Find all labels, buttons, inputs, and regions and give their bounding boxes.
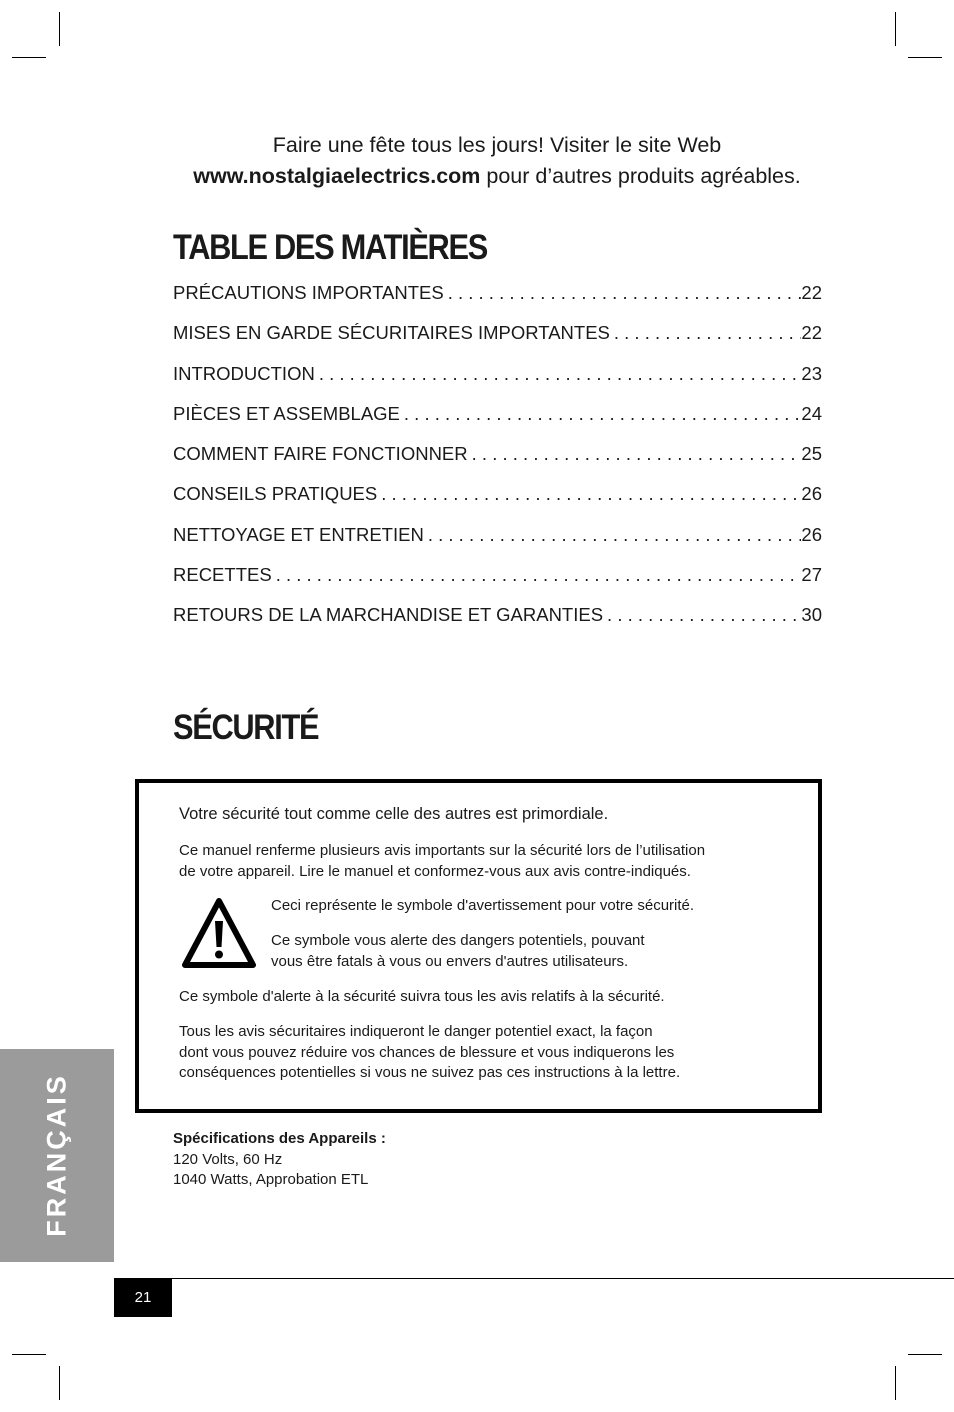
toc-entry-title: MISES EN GARDE SÉCURITAIRES IMPORTANTES bbox=[173, 322, 610, 344]
toc-entry[interactable] bbox=[173, 524, 822, 564]
page-number: 21 bbox=[114, 1278, 172, 1317]
symbol-description-2 bbox=[271, 931, 645, 972]
toc-entry-title: RECETTES bbox=[173, 564, 272, 586]
crop-mark bbox=[895, 12, 896, 46]
text-line: Ce symbole vous alerte des dangers potentiels, pouvant bbox=[271, 932, 645, 949]
toc-entry-title: NETTOYAGE ET ENTRETIEN bbox=[173, 523, 424, 545]
toc-leader-dots bbox=[272, 564, 802, 586]
safety-paragraph-3 bbox=[179, 1022, 680, 1084]
crop-mark bbox=[12, 1354, 46, 1355]
crop-mark bbox=[908, 1354, 942, 1355]
toc-entry-title: INTRODUCTION bbox=[173, 362, 315, 384]
safety-notice-box bbox=[135, 779, 822, 1113]
website-link[interactable]: www.nostalgiaelectrics.com bbox=[193, 164, 481, 188]
language-tab bbox=[0, 1049, 114, 1262]
text-line: vous être fatals à vous ou envers d'autres utilisateurs. bbox=[271, 952, 629, 970]
toc-entry-title: COMMENT FAIRE FONCTIONNER bbox=[173, 443, 468, 465]
intro-line-1: Faire une fête tous les jours! Visiter le site Web bbox=[272, 133, 722, 157]
toc-leader-dots bbox=[444, 282, 802, 304]
toc-entry-title: RETOURS DE LA MARCHANDISE ET GARANTIES bbox=[173, 604, 604, 626]
text-line: de votre appareil. Lire le manuel et conformez-vous aux avis contre-indiqués. bbox=[179, 862, 691, 880]
toc-entry-page: 22 bbox=[801, 322, 822, 344]
toc-entry-page: 27 bbox=[801, 564, 822, 586]
toc-leader-dots bbox=[468, 443, 802, 465]
toc-leader-dots bbox=[424, 524, 802, 546]
specs-title: Spécifications des Appareils : bbox=[173, 1130, 386, 1147]
text-line: conséquences potentielles si vous ne suivez pas ces instructions à la lettre. bbox=[179, 1064, 681, 1081]
text-line: Ce manuel renferme plusieurs avis importants sur la sécurité lors de l’utilisation bbox=[179, 842, 706, 859]
toc-entry-page: 26 bbox=[801, 523, 822, 545]
toc-entry-title: PIÈCES ET ASSEMBLAGE bbox=[173, 402, 400, 424]
toc-entry-page: 30 bbox=[801, 604, 822, 626]
toc-leader-dots bbox=[315, 363, 802, 385]
crop-mark bbox=[895, 1366, 896, 1400]
intro-line-2-rest: pour d’autres produits agréables. bbox=[480, 164, 801, 188]
toc-leader-dots bbox=[377, 483, 801, 505]
toc-entry[interactable] bbox=[173, 282, 822, 322]
safety-paragraph-2: Ce symbole d'alerte à la sécurité suivra tous les avis relatifs à la sécurité. bbox=[179, 988, 665, 1005]
toc-leader-dots bbox=[400, 403, 802, 425]
toc-entry-page: 22 bbox=[801, 282, 822, 303]
toc-entry[interactable] bbox=[173, 604, 822, 644]
crop-mark bbox=[908, 57, 942, 58]
table-of-contents bbox=[173, 282, 822, 645]
toc-entry[interactable] bbox=[173, 443, 822, 483]
footer-rule bbox=[114, 1278, 954, 1279]
toc-entry-page: 23 bbox=[801, 362, 822, 384]
toc-leader-dots bbox=[610, 322, 802, 344]
specs-wattage: 1040 Watts, Approbation ETL bbox=[173, 1171, 369, 1188]
toc-entry[interactable] bbox=[173, 322, 822, 362]
intro-line-2 bbox=[130, 161, 864, 192]
warning-triangle-icon bbox=[182, 897, 256, 969]
toc-heading: TABLE DES MATIÈRES bbox=[173, 228, 487, 267]
text-line: Tous les avis sécuritaires indiqueront le danger potentiel exact, la façon bbox=[179, 1023, 653, 1040]
appliance-specifications bbox=[173, 1129, 386, 1191]
safety-paragraph-1 bbox=[179, 841, 705, 882]
toc-entry[interactable] bbox=[173, 564, 822, 604]
language-tab-label: FRANÇAIS bbox=[41, 1073, 72, 1237]
toc-entry-page: 25 bbox=[801, 443, 822, 465]
safety-heading: SÉCURITÉ bbox=[173, 708, 319, 747]
toc-entry-title: PRÉCAUTIONS IMPORTANTES bbox=[173, 282, 444, 303]
toc-entry-page: 24 bbox=[801, 402, 822, 424]
symbol-description-1: Ceci représente le symbole d'avertissement pour votre sécurité. bbox=[271, 897, 695, 914]
safety-lead-text: Votre sécurité tout comme celle des autres est primordiale. bbox=[179, 805, 609, 823]
toc-entry[interactable] bbox=[173, 483, 822, 523]
crop-mark bbox=[59, 1366, 60, 1400]
toc-entry-page: 26 bbox=[801, 483, 822, 505]
toc-leader-dots bbox=[603, 604, 801, 626]
toc-entry-title: CONSEILS PRATIQUES bbox=[173, 483, 378, 505]
crop-mark bbox=[59, 12, 60, 46]
toc-entry[interactable] bbox=[173, 363, 822, 403]
toc-entry[interactable] bbox=[173, 403, 822, 443]
specs-voltage: 120 Volts, 60 Hz bbox=[173, 1150, 283, 1168]
crop-mark bbox=[12, 57, 46, 58]
text-line: dont vous pouvez réduire vos chances de blessure et vous indiquerons les bbox=[179, 1043, 675, 1061]
